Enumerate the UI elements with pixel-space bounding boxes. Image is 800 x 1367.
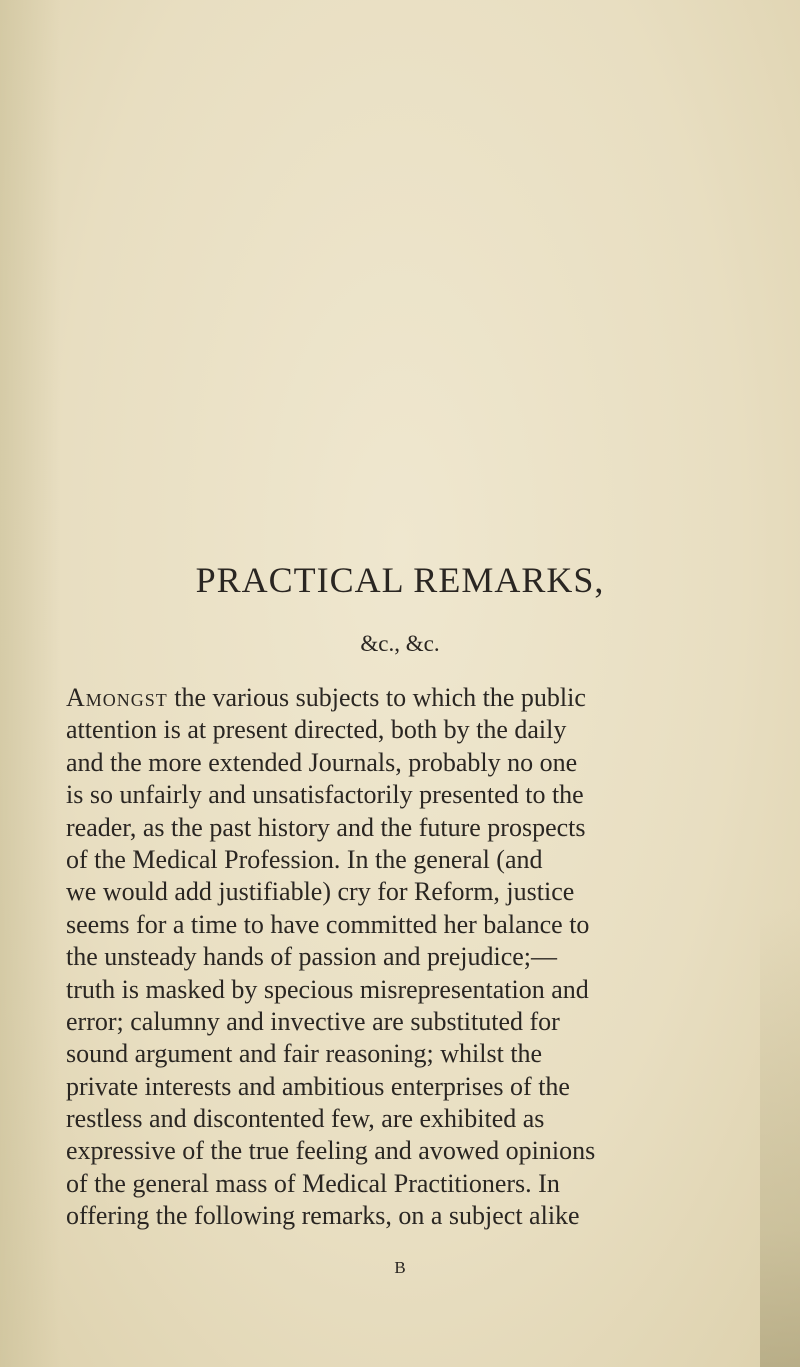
text-line: sound argument and fair reasoning; whilst the: [66, 1039, 543, 1069]
text-line: we would add justifiable) cry for Reform, justice: [66, 877, 575, 907]
text-line: is so unfairly and unsatisfactorily presented to the: [66, 780, 584, 810]
chapter-subheading: &c., &c.: [360, 631, 440, 656]
text-line: and the more extended Journals, probably no one: [66, 747, 578, 777]
text-line: of the general mass of Medical Practitioners. In: [66, 1168, 560, 1198]
text-line: [66, 682, 766, 714]
text-line: seems for a time to have committed her balance to: [66, 909, 590, 939]
text-line: of the Medical Profession. In the general (and: [66, 844, 543, 874]
text-line: reader, as the past history and the future prospects: [66, 812, 586, 842]
text-line-content: the various subjects to which the public: [167, 683, 586, 712]
chapter-heading: PRACTICAL REMARKS,: [195, 560, 605, 600]
body-paragraph: [66, 682, 766, 1233]
page-edge-stain: [760, 907, 800, 1367]
text-line: error; calumny and invective are substituted for: [66, 1006, 560, 1036]
text-line: truth is masked by specious misrepresentation and: [66, 974, 589, 1004]
lead-word: Amongst: [66, 683, 168, 712]
text-line: expressive of the true feeling and avowed opinions: [66, 1136, 596, 1166]
text-line: restless and discontented few, are exhibited as: [66, 1104, 545, 1134]
text-line: the unsteady hands of passion and prejudice;—: [66, 942, 557, 972]
text-line: private interests and ambitious enterprises of the: [66, 1071, 570, 1101]
text-line: attention is at present directed, both by the daily: [66, 715, 567, 745]
text-line: offering the following remarks, on a subject alike: [66, 1201, 580, 1231]
signature-mark: B: [394, 1258, 406, 1277]
